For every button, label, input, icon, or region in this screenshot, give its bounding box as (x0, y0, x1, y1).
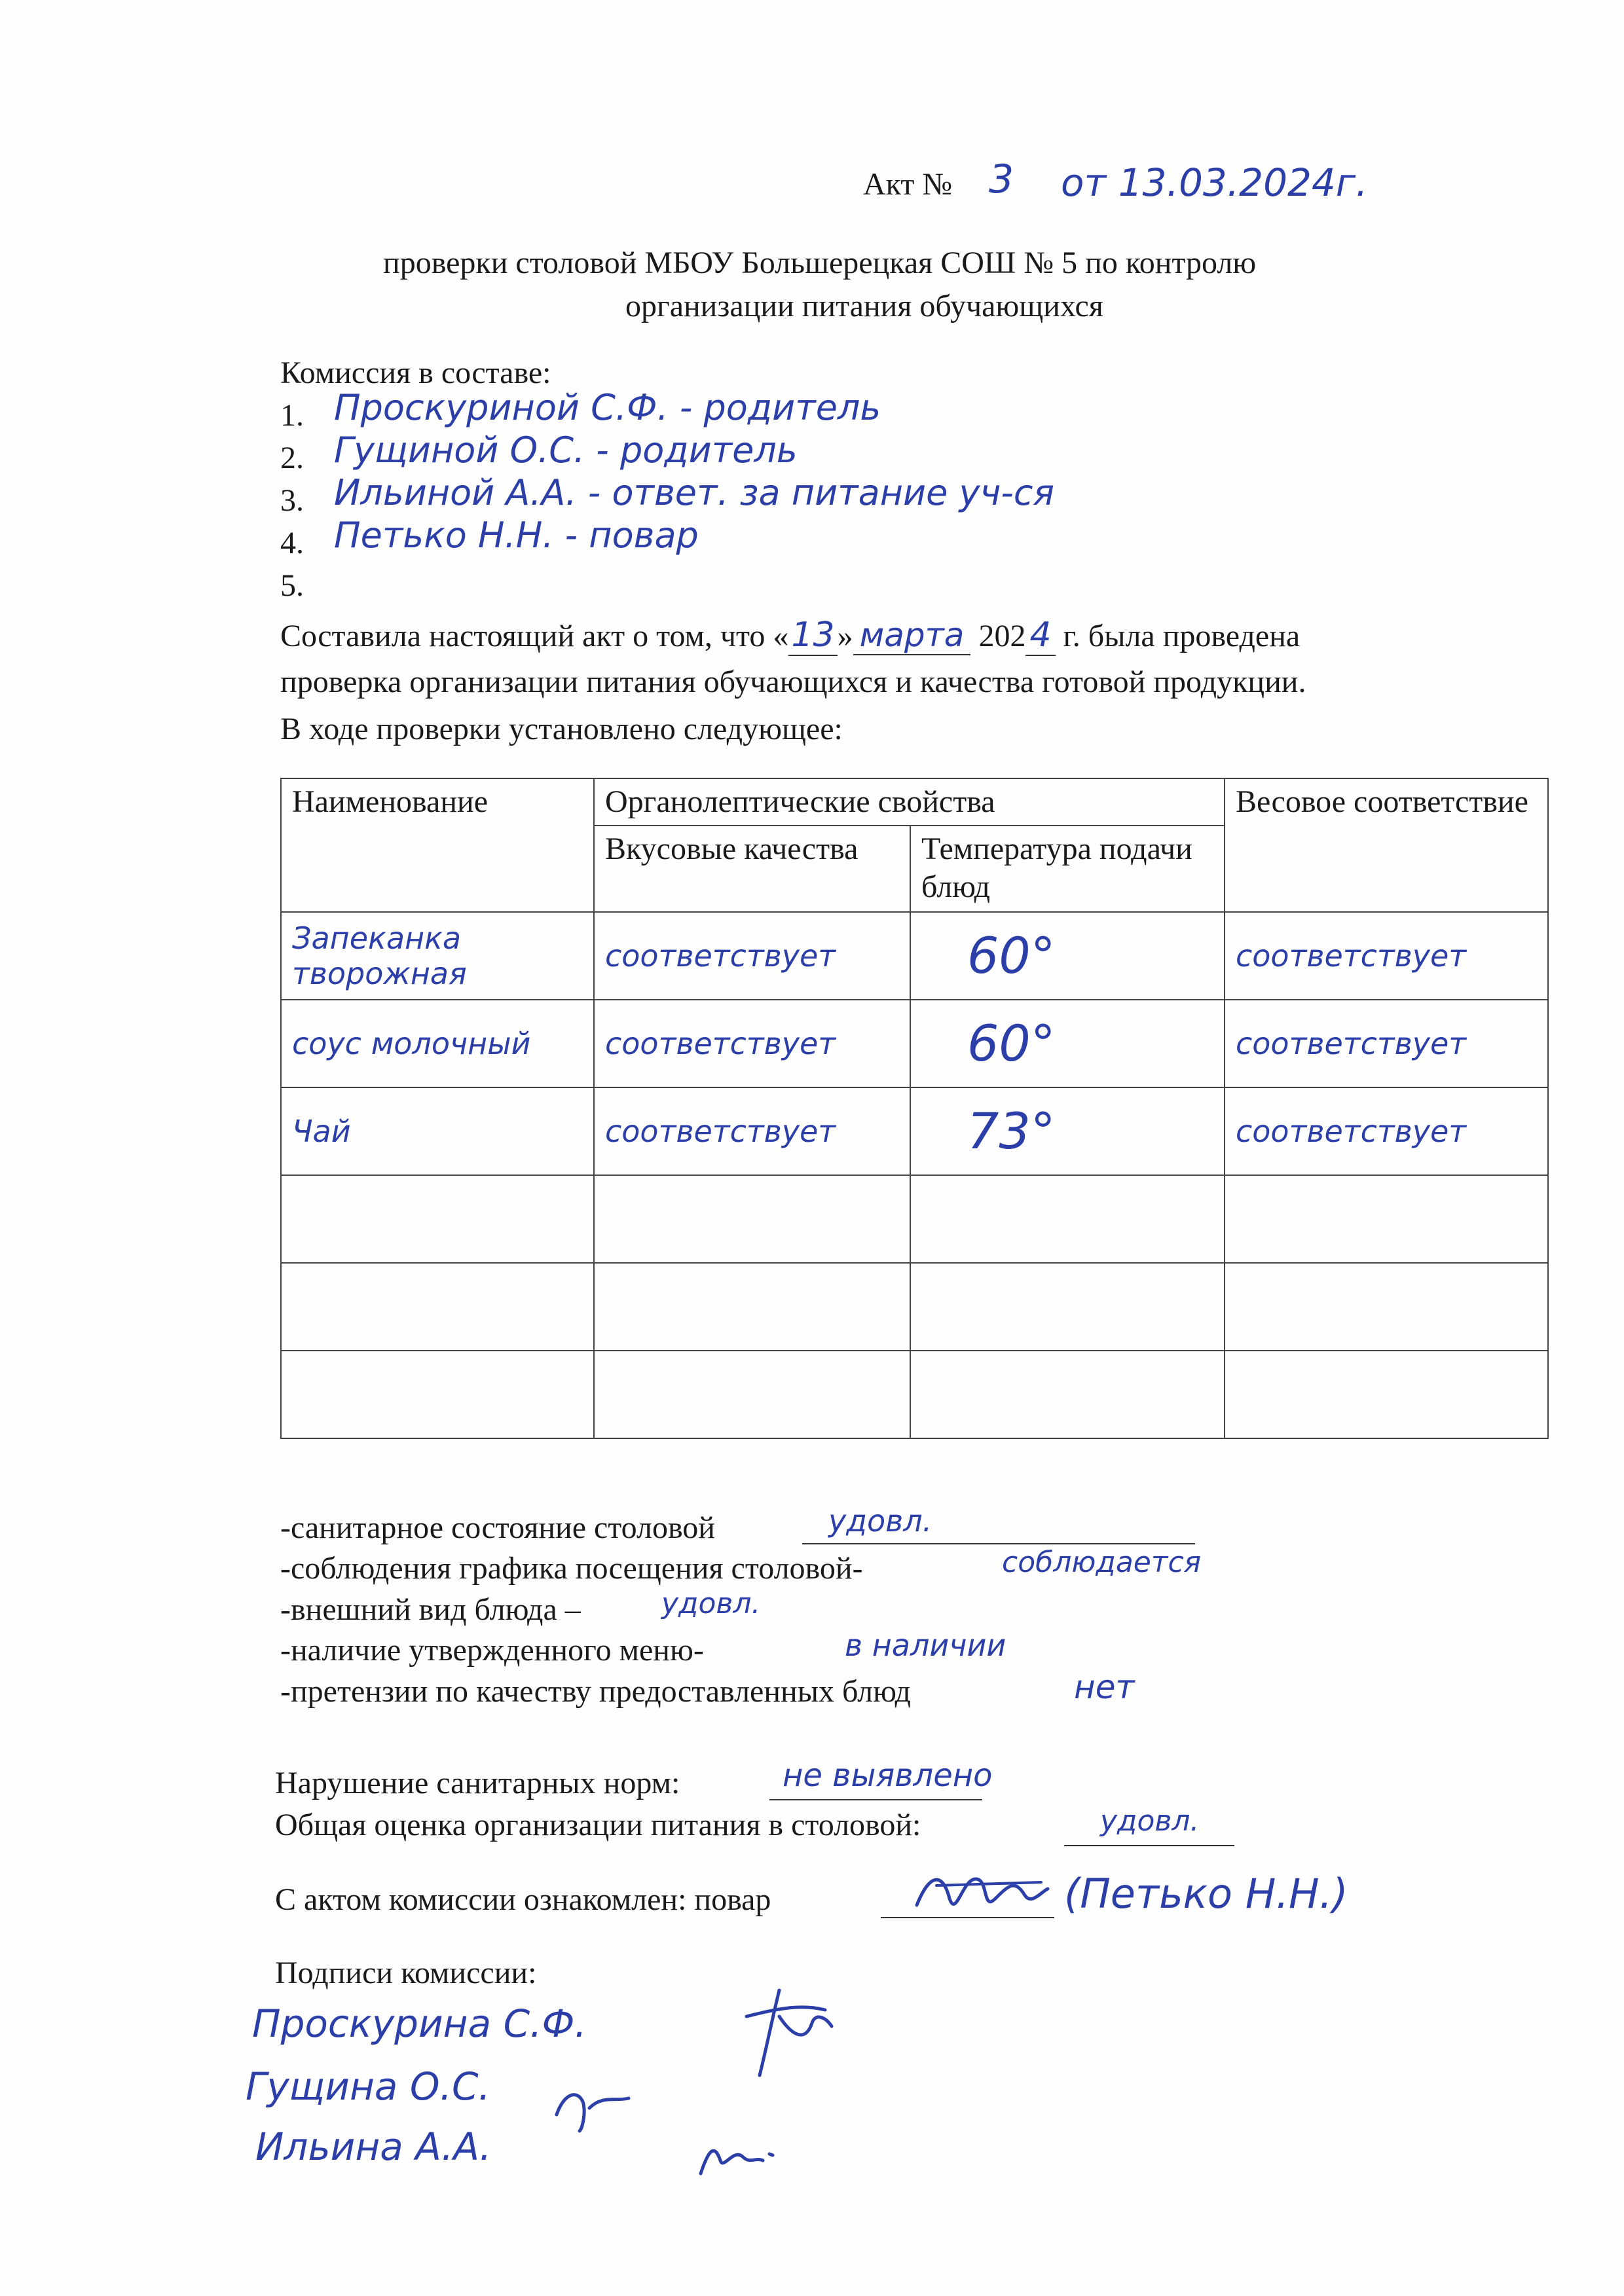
check-label: -санитарное состояние столовой (280, 1510, 715, 1545)
check-value: в наличии (845, 1628, 1006, 1663)
statement-month: марта (853, 616, 971, 655)
temperature-value: 60° (967, 926, 1056, 985)
statement-text: » (837, 619, 853, 653)
overall-value: удовл. (1100, 1804, 1200, 1838)
title-line-2: организации питания обучающихся (625, 289, 1103, 323)
signature-name: Ильина А.А. (255, 2124, 492, 2169)
temperature-value: 60° (967, 1014, 1056, 1072)
overall-underline (1064, 1845, 1234, 1846)
acquainted-label: С актом комиссии ознакомлен: повар (275, 1882, 771, 1917)
check-value: удовл. (828, 1503, 932, 1539)
header-temperature: Температура подачи блюд (910, 826, 1225, 912)
signatures-label: Подписи комиссии: (275, 1956, 537, 1990)
act-date: от 13.03.2024г. (1061, 160, 1368, 205)
header-weight: Весовое соответствие (1225, 778, 1548, 912)
check-value: соблюдается (1002, 1546, 1202, 1579)
commission-heading: Комиссия в составе: (280, 355, 551, 390)
signature-name: Проскурина С.Ф. (252, 2001, 587, 2046)
check-label: -внешний вид блюда – (280, 1592, 581, 1627)
weight-value: соответствует (1236, 1026, 1467, 1061)
statement-text: г. была проведена (1055, 619, 1301, 653)
dish-name: Запеканка творожная (292, 920, 467, 991)
taste-value: соответствует (605, 1026, 836, 1061)
statement-text: Составила настоящий акт о том, что « (280, 619, 789, 653)
member-name: Петько Н.Н. - повар (334, 515, 699, 556)
violations-value: не выявлено (783, 1757, 993, 1794)
signature-name: Гущина О.С. (246, 2064, 490, 2109)
member-name: Ильиной А.А. - ответ. за питание уч-ся (334, 472, 1055, 513)
check-value: удовл. (661, 1587, 761, 1620)
table-row (281, 912, 1548, 1000)
table-row (281, 1000, 1548, 1087)
statement-year-digit: 4 (1025, 615, 1055, 656)
act-prefix: Акт № (863, 167, 953, 202)
member-number: 3. (280, 483, 304, 518)
act-number: 3 (989, 156, 1014, 202)
taste-value: соответствует (605, 938, 836, 974)
signature-mark (694, 2128, 779, 2180)
member-number: 2. (280, 441, 304, 475)
violations-label: Нарушение санитарных норм: (275, 1766, 680, 1800)
statement-line-3: В ходе проверки установлено следующее: (280, 712, 843, 746)
inspection-table (280, 778, 1549, 1439)
statement-line-2: проверка организации питания обучающихся и качества готовой продукции. (280, 665, 1306, 699)
weight-value: соответствует (1236, 1114, 1467, 1149)
signature-mark (550, 2075, 635, 2134)
table-row (281, 1087, 1548, 1175)
table-row (281, 1263, 1548, 1351)
header-name: Наименование (281, 778, 594, 912)
statement-line-1 (280, 615, 1301, 655)
check-label: -соблюдения графика посещения столовой- (280, 1551, 863, 1586)
overall-label: Общая оценка организации питания в столовой: (275, 1808, 921, 1842)
signature-mark (733, 1977, 838, 2082)
weight-value: соответствует (1236, 938, 1467, 974)
member-name: Гущиной О.С. - родитель (334, 429, 798, 471)
check-label: -претензии по качеству предоставленных блюд (280, 1674, 911, 1709)
title-line-1: проверки столовой МБОУ Большерецкая СОШ № 5 по контролю (383, 246, 1257, 280)
member-number: 1. (280, 398, 304, 433)
dish-name: Чай (292, 1114, 351, 1149)
taste-value: соответствует (605, 1114, 836, 1149)
table-row (281, 1351, 1548, 1438)
violations-underline (769, 1799, 982, 1800)
header-taste: Вкусовые качества (594, 826, 910, 912)
header-organoleptic: Органолептические свойства (594, 778, 1225, 826)
temperature-value: 73° (967, 1102, 1056, 1160)
statement-day: 13 (788, 615, 837, 656)
check-underline (802, 1543, 1195, 1544)
member-number: 4. (280, 526, 304, 560)
dish-name: соус молочный (292, 1026, 531, 1061)
statement-text: 202 (970, 619, 1026, 653)
check-value: нет (1074, 1668, 1135, 1706)
member-name: Проскуриной С.Ф. - родитель (334, 387, 881, 428)
check-label: -наличие утвержденного меню- (280, 1633, 704, 1667)
table-row (281, 1175, 1548, 1263)
cook-name: (Петько Н.Н.) (1064, 1870, 1348, 1918)
member-number: 5. (280, 568, 304, 603)
cook-signature (910, 1859, 1054, 1925)
